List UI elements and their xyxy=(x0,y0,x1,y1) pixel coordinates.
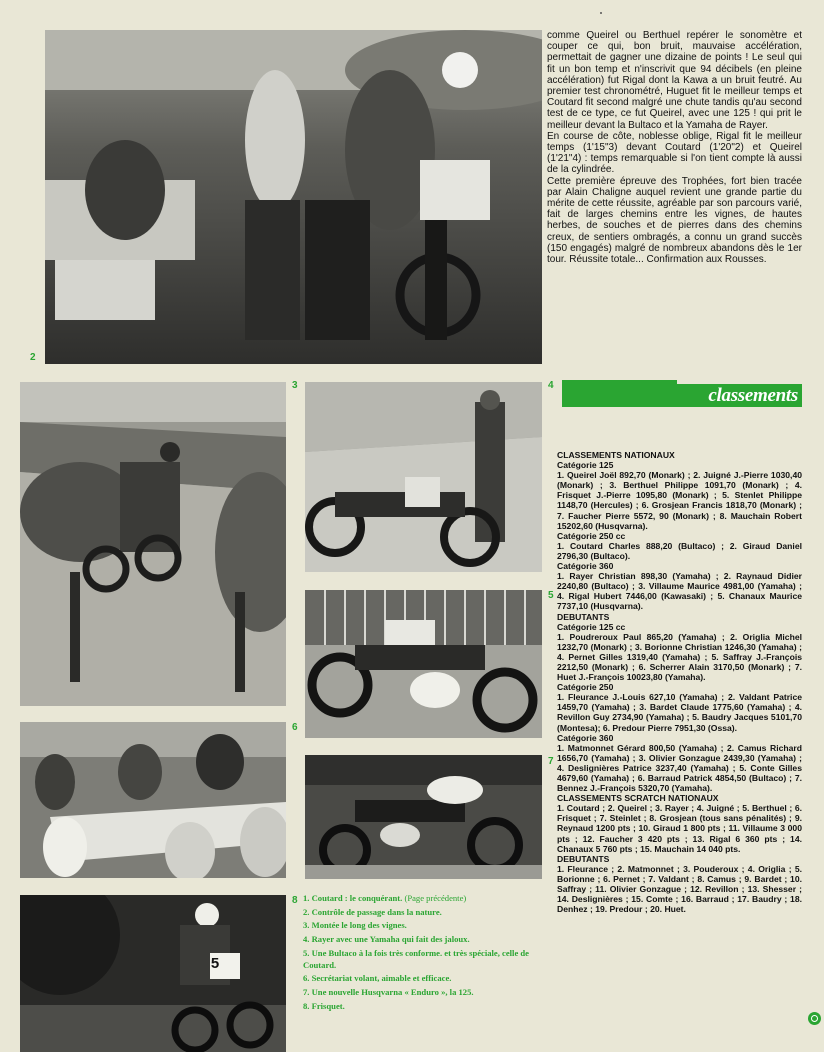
photo-checkpoint-image xyxy=(45,30,542,364)
photo-vines-climb-image xyxy=(20,382,286,706)
figure-number-8: 8 xyxy=(292,895,298,906)
results-category: Catégorie 125 cc xyxy=(557,621,626,632)
results-category: Catégorie 360 xyxy=(557,561,614,572)
article-paragraph: En course de côte, noblesse oblige, Rigal fit le meilleur temps (1'15"3) devant Coutard (1'20"2) et Queirel (1'21"4) : temps remarquable si l'on tient compte là aussi de la cylindrée. xyxy=(547,130,802,176)
caption-item: 1. Coutard : le conquérant. (Page précédente) xyxy=(303,893,467,903)
figure-number-4: 4 xyxy=(548,380,554,391)
caption-item: 4. Rayer avec une Yamaha qui fait des jaloux. xyxy=(303,933,470,944)
results-list: 1. Fleurance J.-Louis 627,10 (Yamaha) ; 2. Valdant Patrice 1459,70 (Yamaha) ; 3. Bardet Claude 1775,60 (Yamaha) ; 4. Revillon Guy 2734,90 (Yamaha) ; 5. Baudry Jacques 5101,70 (Montesa); 6. Predour Pierre 7951,30 (Ossa). xyxy=(557,692,802,733)
photo-captions xyxy=(303,892,538,1013)
page-end-icon xyxy=(808,1012,821,1025)
plate-number-5: 5 xyxy=(210,955,220,972)
caption-item: 5. Une Bultaco à la fois très conforme. et très spéciale, celle de Coutard. xyxy=(303,948,529,971)
photo-frisquet xyxy=(20,895,286,1052)
results-heading: CLASSEMENTS SCRATCH NATIONAUX xyxy=(557,793,719,804)
results-list: 1. Coutard Charles 888,20 (Bultaco) ; 2. Giraud Daniel 2796,30 (Bultaco). xyxy=(557,540,802,561)
classements-title: classements xyxy=(708,385,798,406)
caption-item: 7. Une nouvelle Husqvarna « Enduro », la 125. xyxy=(303,986,474,997)
results-category: Catégorie 360 xyxy=(557,732,614,743)
figure-number-7: 7 xyxy=(548,756,554,767)
banner-rule xyxy=(562,380,677,384)
photo-husqvarna xyxy=(305,755,542,879)
print-speck xyxy=(600,12,602,14)
results-category: Catégorie 250 xyxy=(557,682,614,693)
results-list: 1. Rayer Christian 898,30 (Yamaha) ; 2. Raynaud Didier 2240,80 (Bultaco) ; 3. Villaume Maurice 4981,00 (Yamaha) ; 4. Rigal Hubert 7446,00 (Kawasaki) ; 5. Chanaux Maurice 7737,10 (Husqvarna). xyxy=(557,571,802,612)
photo-rayer-yamaha-image xyxy=(305,382,542,572)
figure-number-2: 2 xyxy=(30,352,36,363)
photo-checkpoint xyxy=(45,30,542,364)
results-list: 1. Queirel Joël 892,70 (Monark) ; 2. Juigné J.-Pierre 1030,40 (Monark) ; 3. Berthuel Philippe 1091,70 (Monark) ; 4. Frisquet J.-Pierre 1095,80 (Monark) ; 5. Stenlet Philippe 1148,70 (Hercules) ; 6. Grosjean Francis 1818,70 (Monark) ; 7. Faucher Pierre 5572, 90 (Monark) ; 8. Mauchain Robert 15202,60 (Husqvarna). xyxy=(557,470,802,531)
photo-frisquet-image xyxy=(20,895,286,1052)
photo-bultaco xyxy=(305,590,542,738)
figure-number-3: 3 xyxy=(292,380,298,391)
caption-item: 8. Frisquet. xyxy=(303,1000,345,1011)
photo-secretariat xyxy=(20,722,286,878)
results-heading: DEBUTANTS xyxy=(557,853,610,864)
photo-bultaco-image xyxy=(305,590,542,738)
results-list: 1. Matmonnet Gérard 800,50 (Yamaha) ; 2. Camus Richard 1656,70 (Yamaha) ; 3. Olivier Gonzague 2439,30 (Yamaha) ; 4. Deslignières Patrice 3237,40 (Yamaha) ; 5. Conte Gilles 4679,60 (Yamaha) ; 6. Barraud Patrick 4854,50 (Bultaco) ; 7. Bennez J.-François 5320,70 (Yamaha). xyxy=(557,742,802,794)
caption-item: 6. Secrétariat volant, aimable et efficace. xyxy=(303,973,452,984)
figure-number-5: 5 xyxy=(548,590,554,601)
results-list: 1. Fleurance ; 2. Matmonnet ; 3. Pouderoux ; 4. Origlia ; 5. Borionne ; 6. Pernet ; 7. Valdant ; 8. Camus ; 9. Bardet ; 10. Saffray ; 11. Olivier Gonzague ; 12. Revillon ; 13. Shesser ; 14. Deslignières ; 15. Comte ; 16. Barraud ; 17. Baudry ; 18. Denhez ; 19. Predour ; 20. Huet. xyxy=(557,863,802,915)
photo-rayer-yamaha xyxy=(305,382,542,572)
figure-number-6: 6 xyxy=(292,722,298,733)
results-list: 1. Coutard ; 2. Queirel ; 3. Rayer ; 4. Juigné ; 5. Berthuel ; 6. Frisquet ; 7. Steinlet ; 8. Grosjean (tous sans pénalités) ; 9. Reynaud 1200 pts ; 10. Giraud 1 800 pts ; 11. Villaume 3 000 pts ; 12. Faucher 3 420 pts ; 13. Rigal 6 360 pts ; 14. Chanaux 5 760 pts ; 15. Mauchain 14 040 pts. xyxy=(557,803,802,854)
classements-banner xyxy=(562,384,802,407)
photo-vines-climb xyxy=(20,382,286,706)
results-category: Catégorie 125 xyxy=(557,460,614,471)
article-paragraph: Cette première épreuve des Trophées, fort bien tracée par Alain Chaligne auquel revient une grande partie du mérite de cette réussite, agréable par son parcours varié, fait de larges chemins entre les vignes, de hautes herbes, de souches et de pierres dans des chemins creux, de sentiers ombragés, a connu un grand succès (150 engagés) malgré de nombreux abandons dès le 1er tour. Réussite totale... Confirmation aux Rousses. xyxy=(547,175,802,266)
caption-item: 3. Montée le long des vignes. xyxy=(303,920,407,931)
caption-item: 2. Contrôle de passage dans la nature. xyxy=(303,906,442,917)
article-text xyxy=(547,30,802,265)
results-list: 1. Poudreroux Paul 865,20 (Yamaha) ; 2. Origlia Michel 1232,70 (Monark) ; 3. Borionne Christian 1246,30 (Yamaha) ; 4. Pernet Gilles 1319,40 (Yamaha) ; 5. Saffray J.-François 2212,50 (Monark) ; 6. Scherrer Alain 3170,50 (Monark) ; 7. Huet J.-François 10023,80 (Yamaha). xyxy=(557,631,802,683)
article-paragraph: comme Queirel ou Berthuel repérer le sonomètre et couper ce qui, bon bruit, mauvaise accélération, permettait de gagner une dizaine de points ! Le seul qui fit un bon temp et n'inscrivit que 94 décibels (en pleine accélération) fut Rigal dont la Kawa a un bruit feutré. Au premier test chronométré, Huguet fit le meilleur temps et Coutard fit second malgré une chute tandis qu'au second test de ce type, ce fut Queirel, avec une 125 ! qui prit le meilleur devant la Bultaco et la Yamaha de Rayer. xyxy=(547,30,802,131)
results-text xyxy=(557,450,802,914)
results-category: Catégorie 250 cc xyxy=(557,530,626,541)
results-heading: CLASSEMENTS NATIONAUX xyxy=(557,450,675,460)
photo-secretariat-image xyxy=(20,722,286,878)
results-heading: DEBUTANTS xyxy=(557,611,610,622)
photo-husqvarna-image xyxy=(305,755,542,879)
